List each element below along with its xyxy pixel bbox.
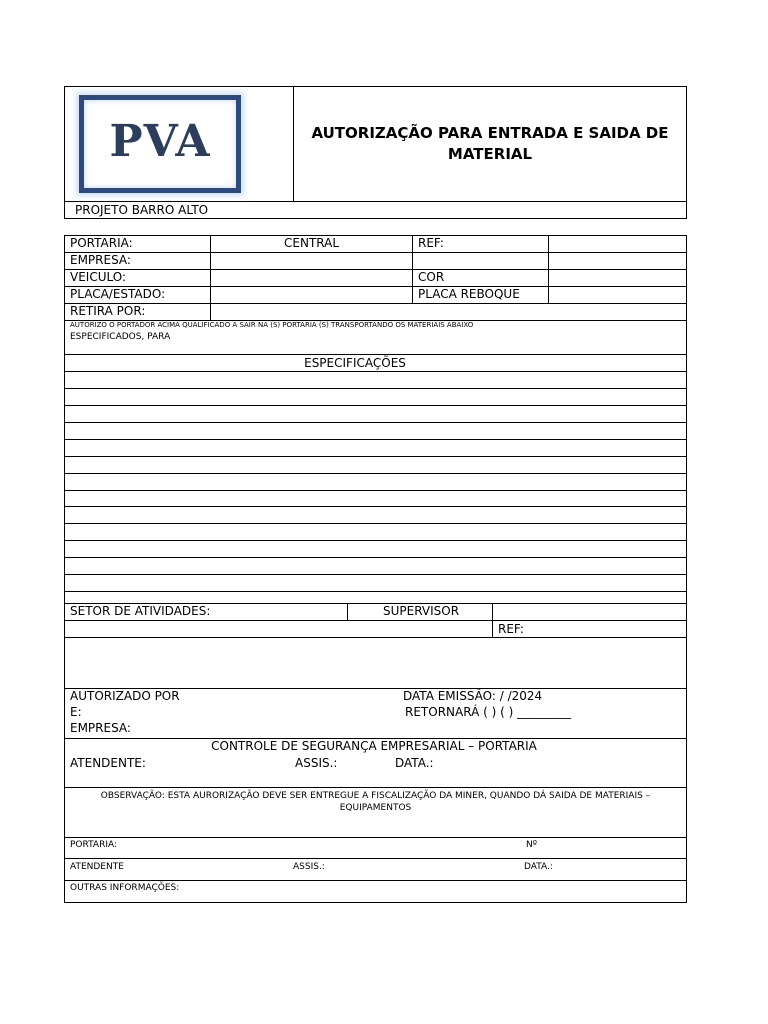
pva-logo-text: PVA [109, 116, 211, 167]
especificacao-row-line [64, 523, 687, 524]
especificacao-row-line [64, 506, 687, 507]
observacao-line2: EQUIPAMENTOS [339, 803, 412, 813]
footer-atendente-label: ATENDENTE [70, 862, 124, 872]
autorizado-e-label: E: [70, 705, 82, 719]
setor-col-line [347, 603, 348, 620]
info-col-line [412, 235, 413, 303]
form-title-line2: MATERIAL [447, 145, 533, 163]
controle-atendente-label: ATENDENTE: [70, 756, 146, 770]
veiculo-label: VEICULO: [70, 270, 127, 284]
pva-logo [79, 95, 241, 193]
footer-row-line [64, 880, 687, 881]
setor-col-line [492, 603, 493, 637]
setor-ref-label: REF: [498, 622, 524, 636]
especificacao-row-line [64, 456, 687, 457]
autorizo-text-line2: ESPECIFICADOS, PARA [70, 332, 171, 342]
supervisor-label: SUPERVISOR [383, 604, 460, 618]
setor-row-line [64, 620, 687, 621]
especificacao-row-line [64, 557, 687, 558]
especificacao-row-line [64, 540, 687, 541]
especificacao-row-line [64, 422, 687, 423]
project-name: PROJETO BARRO ALTO [75, 203, 209, 217]
controle-data-label: DATA.: [395, 756, 434, 770]
setor-atividades-label: SETOR DE ATIVIDADES: [70, 604, 211, 618]
placa-reboque-label: PLACA REBOQUE [418, 287, 520, 301]
especificacao-row-line [64, 574, 687, 575]
especificacao-row-line [64, 591, 687, 592]
especificacao-row-line [64, 439, 687, 440]
retornara: RETORNARÁ ( ) ( ) _________ [405, 705, 572, 719]
controle-assis-label: ASSIS.: [295, 756, 338, 770]
footer-data-label: DATA.: [524, 862, 553, 872]
portaria-value[interactable]: CENTRAL [284, 236, 340, 250]
placa-estado-label: PLACA/ESTADO: [70, 287, 166, 301]
especificacao-row-line [64, 371, 687, 372]
header-bottom-line [64, 201, 687, 202]
empresa-label: EMPRESA: [70, 253, 131, 267]
autorizado-empresa-label: EMPRESA: [70, 721, 131, 735]
info-row-line [64, 252, 687, 253]
especificacao-row-line [64, 405, 687, 406]
form-title-line1: AUTORIZAÇÃO PARA ENTRADA E SAIDA DE [311, 124, 669, 142]
info-row-line [64, 269, 687, 270]
cor-label: COR [418, 270, 445, 284]
especificacao-row-line [64, 473, 687, 474]
especificacoes-heading: ESPECIFICAÇÕES [304, 356, 406, 370]
controle-heading: CONTROLE DE SEGURANÇA EMPRESARIAL – PORTARIA [211, 739, 537, 753]
outras-informacoes-label: OUTRAS INFORMAÇÕES: [70, 883, 180, 893]
ref-label: REF: [418, 236, 444, 250]
portaria-label: PORTARIA: [70, 236, 133, 250]
footer-portaria-label: PORTARIA: [70, 840, 118, 850]
especificacoes-table [64, 354, 687, 604]
info-col-line [548, 235, 549, 303]
info-row-line [64, 303, 687, 304]
data-emissao: DATA EMISSÃO: / /2024 [403, 689, 543, 703]
especificacao-row-line [64, 490, 687, 491]
autorizo-text-line1: AUTORIZO O PORTADOR ACIMA QUALIFICADO A SAIR NA (S) PORTARIA (S) TRANSPORTANDO OS MATERIAIS ABAIXO [70, 321, 474, 329]
setor-row-line [64, 637, 687, 638]
footer-row-line [64, 858, 687, 859]
observacao-line1: OBSERVAÇÃO: ESTA AURORIZAÇÃO DEVE SER ENTREGUE A FISCALIZAÇÃO DA MINER, QUANDO DÁ SAIDA DE MATERIAIS – [100, 791, 651, 801]
footer-assis-label: ASSIS.: [293, 862, 325, 872]
footer-numero-label: Nº [526, 840, 537, 850]
info-col-line [210, 235, 211, 320]
especificacao-row-line [64, 388, 687, 389]
retira-por-label: RETIRA POR: [70, 304, 146, 318]
autorizado-por-label: AUTORIZADO POR [70, 689, 180, 703]
